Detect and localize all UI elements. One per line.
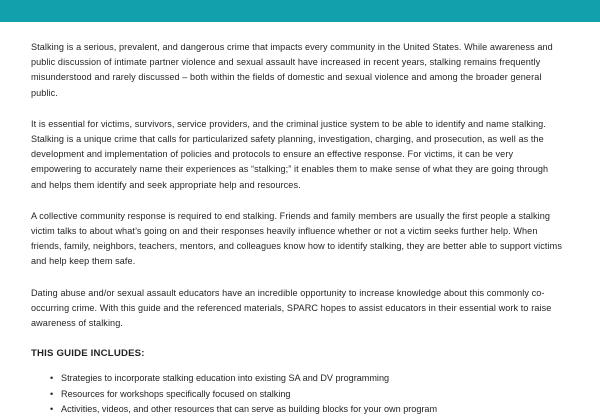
guide-includes-list	[31, 371, 566, 418]
document-body	[0, 22, 600, 418]
paragraph-intro: Stalking is a serious, prevalent, and dangerous crime that impacts every community in the United States. While awareness and public discussion of intimate partner violence and sexual assault have increased in recent years, stalking remains frequently misunderstood and rarely discussed – both within the fields of domestic and sexual violence and among the broader general public.	[31, 42, 553, 98]
list-item: • Activities, videos, and other resources that can serve as building blocks for your own program	[61, 402, 566, 418]
top-accent-band	[0, 0, 600, 22]
list-item: • Strategies to incorporate stalking education into existing SA and DV programming	[61, 371, 566, 387]
paragraph-community-response: A collective community response is required to end stalking. Friends and family members are usually the first people a stalking victim talks to about what’s going on and their responses heavily influence whether or not a victim seeks further help. When friends, family, neighbors, teachers, mentors, and colleagues know how to identify stalking, they are better able to support victims and help keep them safe.	[31, 210, 562, 267]
paragraph-identify-name: It is essential for victims, survivors, service providers, and the criminal justice system to be able to identify and name stalking. Stalking is a unique crime that calls for particularized safety planning, investigation, charging, and prosecution, as well as the development and implementation of policies and protocols to ensure an effective response. For victims, it can be very empowering to accurately name their experiences as “stalking;” it enables them to make sense of what they are going through and helps them identify and seek appropriate help and resources.	[31, 118, 549, 190]
section-heading-this-guide-includes: THIS GUIDE INCLUDES:	[31, 348, 145, 360]
list-item: • Resources for workshops specifically focused on stalking	[61, 387, 566, 403]
paragraph-educators: Dating abuse and/or sexual assault educators have an incredible opportunity to increase knowledge about this commonly co-occurring crime. With this guide and the referenced materials, SPARC hopes to assist educators in their essential work to raise awareness of stalking.	[31, 287, 552, 329]
